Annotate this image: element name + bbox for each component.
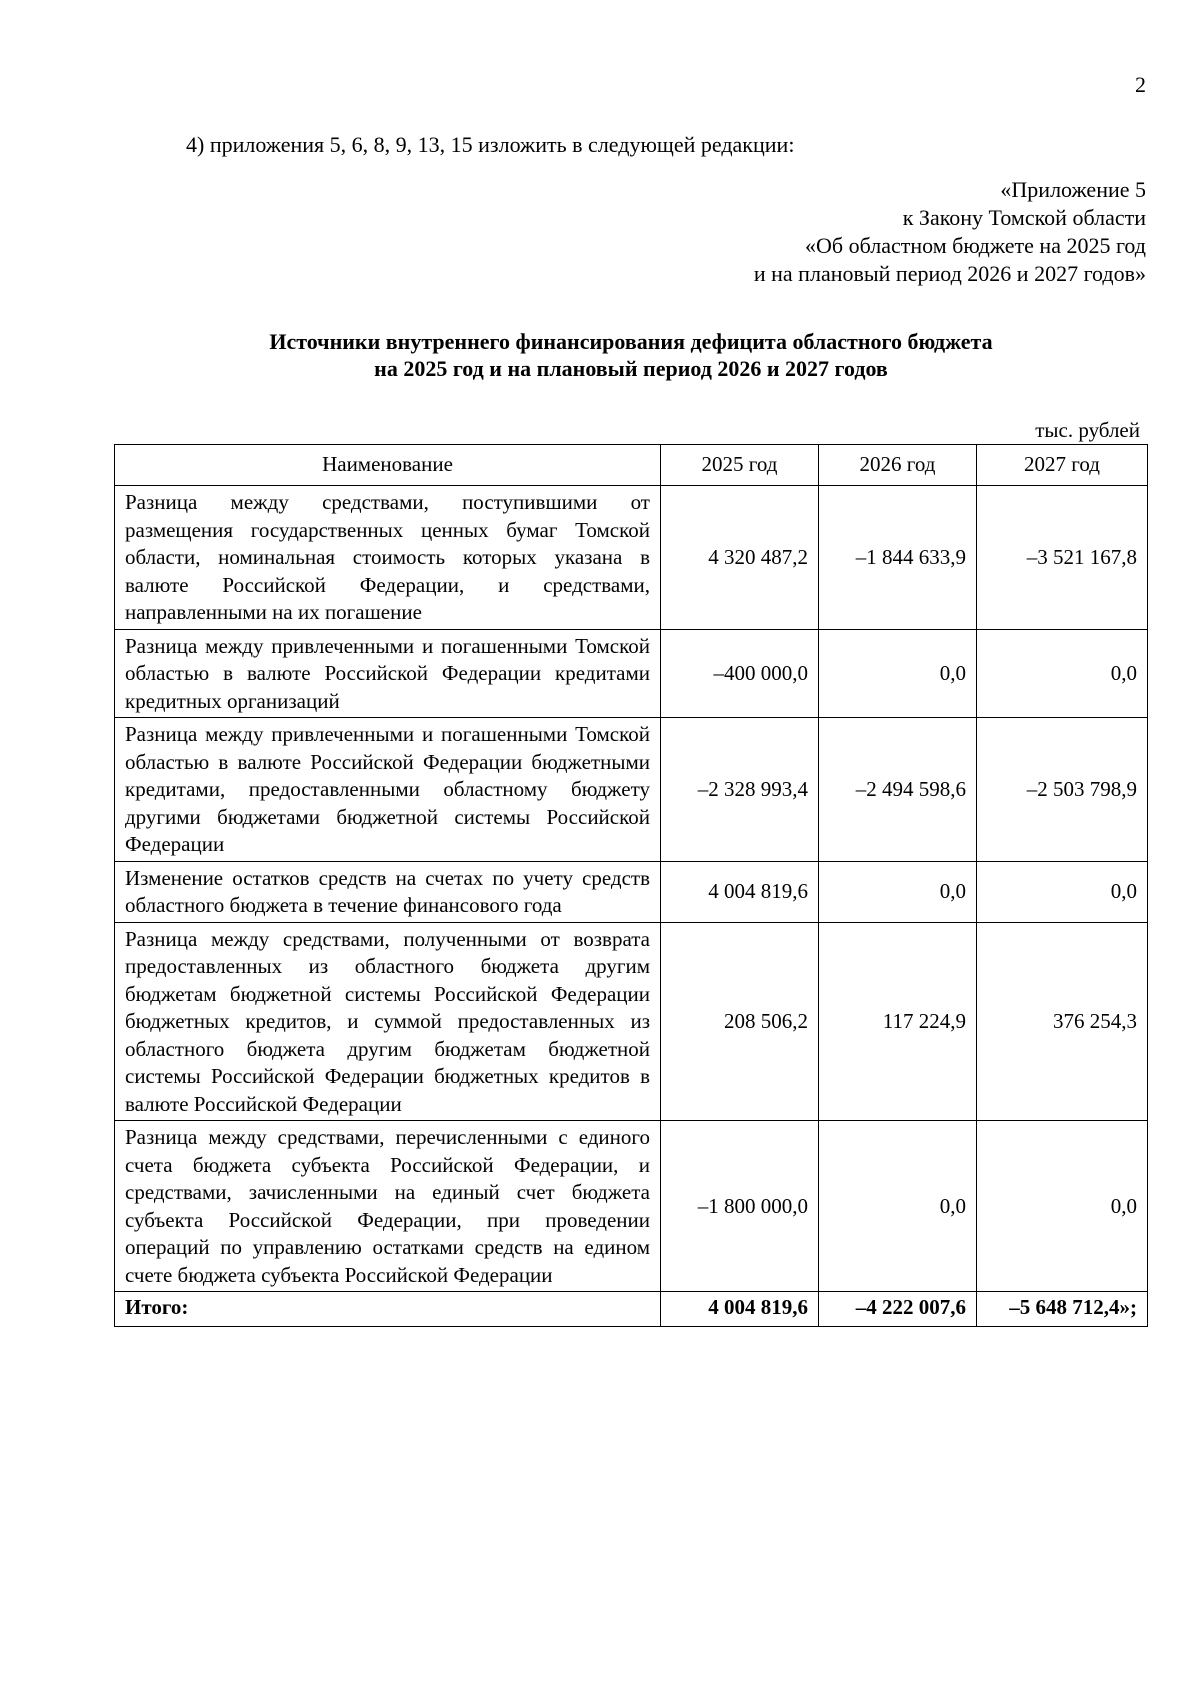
title-line-2: на 2025 год и на плановый период 2026 и 2027 годов	[374, 356, 888, 381]
row-value-2027: 0,0	[977, 861, 1148, 922]
intro-paragraph: 4) приложения 5, 6, 8, 9, 13, 15 изложить в следующей редакции:	[186, 132, 795, 157]
financing-sources-table	[114, 444, 1148, 1327]
row-value-2026: 0,0	[819, 1121, 977, 1292]
units-label: тыс. рублей	[1035, 418, 1140, 442]
header-2027: 2027 год	[977, 445, 1148, 486]
total-row	[115, 1292, 1148, 1327]
total-label: Итого:	[115, 1292, 661, 1327]
appendix-line: к Закону Томской области	[902, 205, 1146, 230]
row-value-2025: 208 506,2	[661, 922, 819, 1121]
table-row	[115, 922, 1148, 1121]
row-value-2027: 0,0	[977, 629, 1148, 718]
page-number: 2	[1135, 72, 1146, 97]
document-title	[0, 328, 1200, 382]
row-value-2025: 4 320 487,2	[661, 486, 819, 630]
row-value-2026: 117 224,9	[819, 922, 977, 1121]
total-value-2026: –4 222 007,6	[819, 1292, 977, 1327]
row-value-2027: –2 503 798,9	[977, 718, 1148, 862]
header-2025: 2025 год	[661, 445, 819, 486]
row-name: Изменение остатков средств на счетах по учету средств областного бюджета в течение финансового года	[115, 861, 661, 922]
appendix-line: и на плановый период 2026 и 2027 годов»	[753, 261, 1146, 286]
appendix-line: «Об областном бюджете на 2025 год	[805, 233, 1146, 258]
row-value-2026: 0,0	[819, 629, 977, 718]
table-row	[115, 486, 1148, 630]
row-value-2026: –2 494 598,6	[819, 718, 977, 862]
title-line-1: Источники внутреннего финансирования дефицита областного бюджета	[269, 329, 993, 354]
row-value-2026: –1 844 633,9	[819, 486, 977, 630]
row-name: Разница между привлеченными и погашенными Томской областью в валюте Российской Федерации бюджетными кредитами, предоставленными областному бюджету другими бюджетами бюджетной системы Российской Федерации	[115, 718, 661, 862]
row-value-2027: 0,0	[977, 1121, 1148, 1292]
row-value-2026: 0,0	[819, 861, 977, 922]
row-value-2025: –400 000,0	[661, 629, 819, 718]
row-name: Разница между средствами, перечисленными с единого счета бюджета субъекта Российской Федерации, и средствами, зачисленными на единый счет бюджета субъекта Российской Федерации, при проведении операций по управлению остатками средств на едином счете бюджета субъекта Российской Федерации	[115, 1121, 661, 1292]
row-value-2025: –2 328 993,4	[661, 718, 819, 862]
appendix-line: «Приложение 5	[1000, 177, 1146, 202]
row-value-2025: –1 800 000,0	[661, 1121, 819, 1292]
total-value-2025: 4 004 819,6	[661, 1292, 819, 1327]
table-header-row	[115, 445, 1148, 486]
appendix-header	[754, 176, 1146, 288]
header-2026: 2026 год	[819, 445, 977, 486]
total-value-2027: –5 648 712,4»;	[977, 1292, 1148, 1327]
row-value-2027: 376 254,3	[977, 922, 1148, 1121]
header-name: Наименование	[115, 445, 661, 486]
row-name: Разница между средствами, поступившими от размещения государственных ценных бумаг Томской области, номинальная стоимость которых указана в валюте Российской Федерации, и средствами, направленными на их погашение	[115, 486, 661, 630]
row-value-2025: 4 004 819,6	[661, 861, 819, 922]
table-row	[115, 861, 1148, 922]
table-row	[115, 718, 1148, 862]
table-row	[115, 629, 1148, 718]
row-name: Разница между средствами, полученными от возврата предоставленных из областного бюджета другим бюджетам бюджетной системы Российской Федерации бюджетных кредитов, и суммой предоставленных из областного бюджета другим бюджетам бюджетной системы Российской Федерации бюджетных кредитов в валюте Российской Федерации	[115, 922, 661, 1121]
row-value-2027: –3 521 167,8	[977, 486, 1148, 630]
table-row	[115, 1121, 1148, 1292]
row-name: Разница между привлеченными и погашенными Томской областью в валюте Российской Федерации кредитами кредитных организаций	[115, 629, 661, 718]
